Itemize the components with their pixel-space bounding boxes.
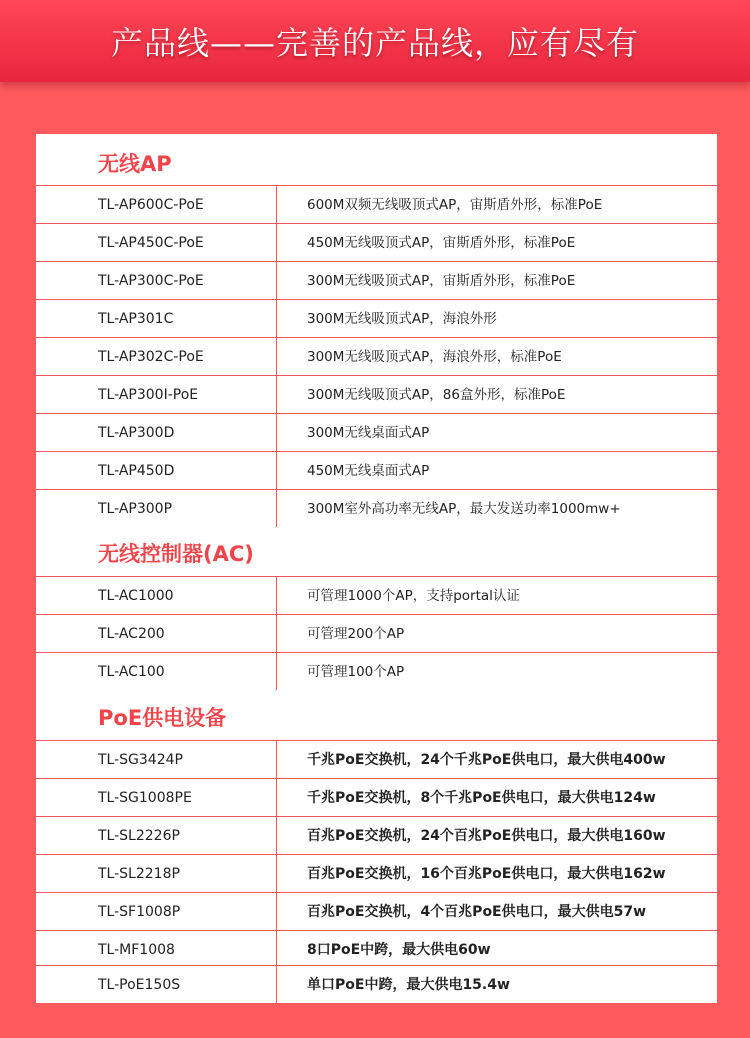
table-row xyxy=(36,451,717,489)
table-row xyxy=(36,778,717,816)
column-divider xyxy=(276,262,277,299)
model-name: TL-SG3424P xyxy=(98,752,183,768)
model-name: TL-AP302C-PoE xyxy=(98,349,204,365)
model-description: 300M无线吸顶式AP，海浪外形，标准PoE xyxy=(307,349,562,365)
column-divider xyxy=(276,338,277,375)
table-row xyxy=(36,892,717,930)
model-description: 450M无线吸顶式AP，宙斯盾外形，标准PoE xyxy=(307,235,576,251)
table-row xyxy=(36,413,717,451)
model-description: 可管理100个AP xyxy=(307,664,405,680)
table-row xyxy=(36,337,717,375)
table-row xyxy=(36,185,717,223)
model-name: TL-AP300D xyxy=(98,425,175,441)
model-name: TL-MF1008 xyxy=(98,942,175,958)
model-description: 可管理1000个AP，支持portal认证 xyxy=(307,588,520,604)
model-description: 600M双频无线吸顶式AP，宙斯盾外形，标准PoE xyxy=(307,197,603,213)
section-title-wireless-ap: 无线AP xyxy=(98,152,172,176)
column-divider xyxy=(276,966,277,1003)
table-row xyxy=(36,614,717,652)
column-divider xyxy=(276,577,277,614)
model-description: 300M室外高功率无线AP，最大发送功率1000mw+ xyxy=(307,501,621,517)
column-divider xyxy=(276,779,277,816)
model-description: 千兆PoE交换机，24个千兆PoE供电口，最大供电400w xyxy=(307,752,666,768)
column-divider xyxy=(276,615,277,652)
section-title-wireless-controller: 无线控制器(AC) xyxy=(98,542,254,566)
column-divider xyxy=(276,653,277,690)
table-row xyxy=(36,576,717,614)
model-name: TL-AP450D xyxy=(98,463,175,479)
model-name: TL-AP300P xyxy=(98,501,173,517)
table-row xyxy=(36,854,717,892)
table-row xyxy=(36,299,717,337)
model-name: TL-SF1008P xyxy=(98,904,181,920)
model-name: TL-AC200 xyxy=(98,626,165,642)
model-description: 百兆PoE交换机，24个百兆PoE供电口，最大供电160w xyxy=(307,828,666,844)
header-banner xyxy=(0,0,750,82)
table-row xyxy=(36,261,717,299)
column-divider xyxy=(276,224,277,261)
model-name: TL-AC100 xyxy=(98,664,165,680)
table-row xyxy=(36,223,717,261)
model-description: 8口PoE中跨，最大供电60w xyxy=(307,942,491,958)
model-name: TL-AP600C-PoE xyxy=(98,197,204,213)
model-description: 300M无线吸顶式AP，宙斯盾外形，标准PoE xyxy=(307,273,576,289)
model-name: TL-SL2218P xyxy=(98,866,180,882)
column-divider xyxy=(276,817,277,854)
product-card xyxy=(36,134,717,1003)
column-divider xyxy=(276,376,277,413)
column-divider xyxy=(276,300,277,337)
table-row xyxy=(36,930,717,968)
column-divider xyxy=(276,452,277,489)
column-divider xyxy=(276,186,277,223)
model-description: 千兆PoE交换机，8个千兆PoE供电口，最大供电124w xyxy=(307,790,656,806)
model-name: TL-AP300I-PoE xyxy=(98,387,199,403)
column-divider xyxy=(276,490,277,527)
model-description: 300M无线吸顶式AP，海浪外形 xyxy=(307,311,497,327)
table-row xyxy=(36,489,717,527)
table-row xyxy=(36,652,717,690)
model-name: TL-SG1008PE xyxy=(98,790,192,806)
model-name: TL-AP301C xyxy=(98,311,174,327)
model-description: 450M无线桌面式AP xyxy=(307,463,430,479)
model-name: TL-AP450C-PoE xyxy=(98,235,204,251)
section-title-poe-devices: PoE供电设备 xyxy=(98,706,227,730)
table-row xyxy=(36,375,717,413)
table-row xyxy=(36,816,717,854)
banner-title: 产品线——完善的产品线，应有尽有 xyxy=(110,24,639,62)
model-name: TL-SL2226P xyxy=(98,828,180,844)
column-divider xyxy=(276,855,277,892)
model-name: TL-AC1000 xyxy=(98,588,174,604)
model-name: TL-AP300C-PoE xyxy=(98,273,204,289)
column-divider xyxy=(276,893,277,930)
model-description: 可管理200个AP xyxy=(307,626,405,642)
model-name: TL-PoE150S xyxy=(98,977,181,993)
model-description: 300M无线吸顶式AP，86盒外形，标准PoE xyxy=(307,387,566,403)
model-description: 300M无线桌面式AP xyxy=(307,425,430,441)
table-row xyxy=(36,965,717,1003)
column-divider xyxy=(276,741,277,778)
column-divider xyxy=(276,414,277,451)
model-description: 百兆PoE交换机，4个百兆PoE供电口，最大供电57w xyxy=(307,904,647,920)
column-divider xyxy=(276,931,277,968)
table-row xyxy=(36,740,717,778)
model-description: 百兆PoE交换机，16个百兆PoE供电口，最大供电162w xyxy=(307,866,666,882)
model-description: 单口PoE中跨，最大供电15.4w xyxy=(307,977,510,993)
